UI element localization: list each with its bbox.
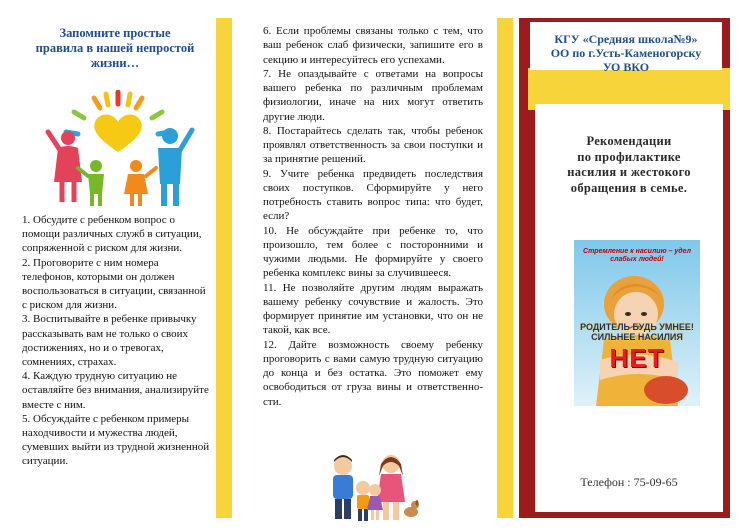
poster-slogan: Стремление к насилию – удел слабых людей!	[583, 248, 691, 263]
school-header-line: ОО по г.Усть-Каменогорску	[550, 46, 702, 60]
school-header	[530, 22, 722, 74]
brochure-title-line: обращения в семье.	[570, 180, 688, 195]
rule-item: 9. Учите ребенка предвидеть последствия своих поступков. Сформируйте у него потребность ставить вопрос типа: что будет, если?	[263, 167, 483, 223]
middle-panel	[263, 24, 483, 444]
rule-item: 10. Не обсуждайте при ребенке то, что произошло, тем более с посторонними и чужими людьми. Не формируйте у своего ребенка комплекс вины за случившееся.	[263, 224, 483, 280]
brochure-title	[535, 134, 723, 196]
yellow-divider-right	[497, 18, 513, 518]
anti-violence-poster	[574, 240, 700, 406]
brochure-title-line: по профилактике	[577, 149, 681, 164]
rule-item: 3. Воспитывайте в ребенке привычку рассказывать вам не только о своих достижениях, но и о тревогах, сомнениях, страхах.	[22, 313, 197, 369]
rules-list-part-one	[22, 213, 210, 469]
poster-no-text: НЕТ	[609, 343, 665, 373]
rule-item: 5. Обсуждайте с ребенком примеры находчивости и мужества людей, сумевших выйти из трудной жизненной ситуации.	[22, 412, 210, 468]
left-heading-line: Запомните простые	[59, 26, 171, 40]
rule-item: 1. Обсудите с ребенком вопрос о помощи различных служб в ситуации, сопряженной с риском для жизни.	[22, 214, 202, 255]
yellow-divider-left	[216, 18, 232, 518]
brochure-title-line: Рекомендации	[586, 134, 672, 148]
school-header-line: УО ВКО	[602, 60, 650, 74]
school-header-line: КГУ «Средняя школа№9»	[554, 32, 698, 46]
rules-list-part-two	[263, 24, 483, 409]
left-heading-line: правила в нашей непростой	[35, 41, 195, 55]
rule-item: 7. Не опаздывайте с ответами на вопросы вашего ребенка по различным проблемам физиологии, иначе на них могут ответить другие люди.	[263, 67, 483, 123]
phone-number: Телефон : 75-09-65	[580, 475, 678, 489]
rule-item: 6. Если проблемы связаны только с тем, что ваш ребенок слаб физически, запишите его в секцию и интересуйтесь его успехами.	[263, 25, 483, 66]
left-heading	[24, 26, 206, 71]
poster-parents-text: РОДИТЕЛЬ БУДЬ УМНЕЕ! СИЛЬНЕЕ НАСИЛИЯ	[580, 322, 694, 342]
rule-item: 8. Постарайтесь сделать так, чтобы ребенок проявлял ответственность за свои поступки и за принятие решений.	[263, 124, 483, 166]
rule-item: 4. Каждую трудную ситуацию не оставляйте без внимания, анализируйте вместе с ним.	[22, 370, 209, 411]
family-heart-icon	[38, 90, 198, 208]
family-kids-icon	[325, 452, 420, 524]
rule-item: 11. Не позволяйте другим людям выражать вашему ребенку сочувствие и жалость. Это формирует принятие им установки, что он не такой, как все.	[263, 281, 483, 337]
brochure-title-line: насилия и жестокого	[567, 165, 691, 179]
rule-item: 12. Дайте возможность своему ребенку проговорить с вами самую трудную ситуацию до конца и без остатка. Это поможет ему освободиться от груза вины и ответственно-сти.	[263, 338, 483, 408]
left-heading-line: жизни…	[90, 56, 140, 70]
left-panel	[20, 18, 210, 508]
rule-item: 2. Проговорите с ним номера телефонов, которыми он должен воспользоваться в ситуации, связанной с риском для жизни.	[22, 256, 206, 312]
